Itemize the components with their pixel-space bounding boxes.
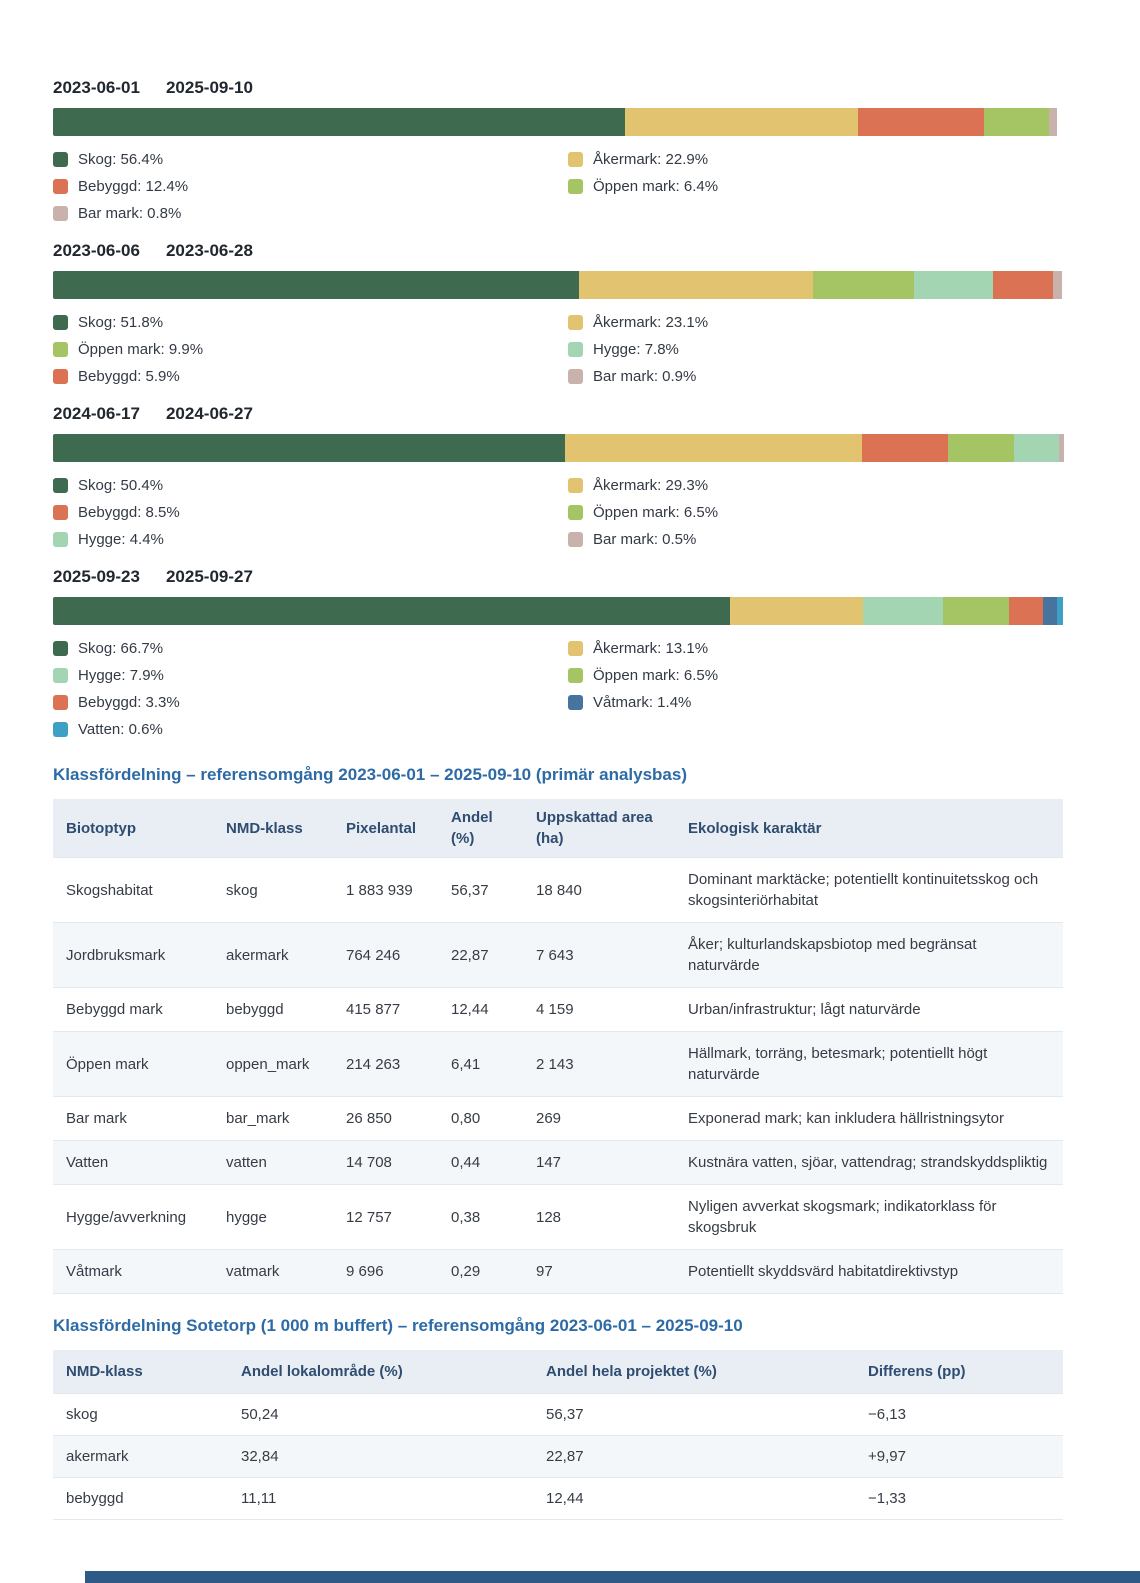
legend-item (53, 526, 568, 553)
legend-item (53, 363, 568, 390)
date-range-heading (53, 567, 1140, 587)
legend-label: Bar mark: 0.8% (78, 205, 182, 222)
bar-segment-bebyggd (1009, 597, 1042, 625)
date-start: 2023-06-01 (53, 78, 140, 97)
legend-swatch (53, 369, 68, 384)
legend-label: Öppen mark: 6.4% (593, 178, 719, 195)
legend-swatch (53, 478, 68, 493)
legend-label: Hygge: 7.9% (78, 667, 164, 684)
legend-swatch (53, 532, 68, 547)
table-cell: Vatten (53, 1141, 213, 1185)
bar-segment-oppen_mark (948, 434, 1014, 462)
bar-segment-bar_mark (1049, 108, 1057, 136)
legend-item (568, 499, 1140, 526)
legend-item (568, 146, 1140, 173)
legend-swatch (53, 668, 68, 683)
legend-label: Hygge: 4.4% (78, 531, 164, 548)
legend-item (53, 173, 568, 200)
date-start: 2024-06-17 (53, 404, 140, 423)
legend-label: Våtmark: 1.4% (593, 694, 692, 711)
table-cell: Bar mark (53, 1097, 213, 1141)
legend-label: Åkermark: 29.3% (593, 477, 709, 494)
period-section (53, 404, 1140, 553)
table-row (53, 1436, 1063, 1478)
table-row (53, 1250, 1063, 1294)
column-header: Differens (pp) (855, 1350, 1063, 1394)
table-cell: 214 263 (333, 1032, 438, 1097)
legend (53, 472, 1140, 553)
legend-label: Öppen mark: 6.5% (593, 667, 719, 684)
class-distribution-table (53, 799, 1063, 1294)
legend-label: Skog: 56.4% (78, 151, 164, 168)
bar-segment-akermark (625, 108, 857, 136)
bar-segment-skog (53, 434, 565, 462)
legend-label: Skog: 66.7% (78, 640, 164, 657)
bar-segment-akermark (730, 597, 863, 625)
legend-swatch (568, 342, 583, 357)
landcover-stacked-bar (53, 434, 1068, 462)
landcover-sections (53, 78, 1140, 743)
bar-segment-bar_mark (1059, 434, 1064, 462)
table-row (53, 988, 1063, 1032)
footer-bar (85, 1571, 1140, 1583)
bar-segment-skog (53, 108, 625, 136)
table-cell: 12 757 (333, 1185, 438, 1250)
table-cell: bebyggd (213, 988, 333, 1032)
table-cell: Nyligen avverkat skogsmark; indikatorklass för skogsbruk (675, 1185, 1063, 1250)
legend-item (53, 662, 568, 689)
legend-item (568, 173, 1140, 200)
bar-segment-bebyggd (993, 271, 1053, 299)
table-cell: Dominant marktäcke; potentiellt kontinuitetsskog och skogsinteriörhabitat (675, 858, 1063, 923)
bar-segment-skog (53, 597, 730, 625)
table-cell: 11,11 (228, 1478, 533, 1520)
bar-segment-vatten (1057, 597, 1063, 625)
column-header: Ekologisk karaktär (675, 799, 1063, 858)
legend-label: Bebyggd: 3.3% (78, 694, 180, 711)
table-cell: 22,87 (533, 1436, 855, 1478)
legend-label: Åkermark: 22.9% (593, 151, 709, 168)
table-cell: 7 643 (523, 923, 675, 988)
legend-label: Vatten: 0.6% (78, 721, 163, 738)
table-cell: 1 883 939 (333, 858, 438, 923)
legend-label: Åkermark: 13.1% (593, 640, 709, 657)
bar-segment-oppen_mark (984, 108, 1049, 136)
table-cell: 147 (523, 1141, 675, 1185)
table-cell: Potentiellt skyddsvärd habitatdirektivstyp (675, 1250, 1063, 1294)
bar-segment-akermark (565, 434, 862, 462)
column-header: Andel lokalområde (%) (228, 1350, 533, 1394)
legend-swatch (568, 179, 583, 194)
table-row (53, 923, 1063, 988)
legend-item (568, 635, 1140, 662)
table-cell: 0,29 (438, 1250, 523, 1294)
table-cell: 12,44 (533, 1478, 855, 1520)
table-cell: 269 (523, 1097, 675, 1141)
table-cell: Åker; kulturlandskapsbiotop med begränsat naturvärde (675, 923, 1063, 988)
date-range-heading (53, 78, 1140, 98)
table-cell: 56,37 (533, 1394, 855, 1436)
legend (53, 635, 1140, 743)
legend-label: Hygge: 7.8% (593, 341, 679, 358)
header-row (53, 1350, 1063, 1394)
legend-item (568, 309, 1140, 336)
table-cell: −1,33 (855, 1478, 1063, 1520)
table-row (53, 858, 1063, 923)
table-cell: skog (213, 858, 333, 923)
column-header: Biotoptyp (53, 799, 213, 858)
date-start: 2025-09-23 (53, 567, 140, 586)
period-section (53, 78, 1140, 227)
bar-segment-hygge (863, 597, 943, 625)
table-cell: 0,80 (438, 1097, 523, 1141)
legend-label: Bebyggd: 8.5% (78, 504, 180, 521)
table-cell: Skogshabitat (53, 858, 213, 923)
legend-item (53, 716, 568, 743)
table-cell: Urban/infrastruktur; lågt naturvärde (675, 988, 1063, 1032)
table-cell: 14 708 (333, 1141, 438, 1185)
legend-item (568, 472, 1140, 499)
date-range-heading (53, 404, 1140, 424)
bar-segment-oppen_mark (813, 271, 913, 299)
legend-label: Skog: 50.4% (78, 477, 164, 494)
table-cell: Bebyggd mark (53, 988, 213, 1032)
table-cell: akermark (213, 923, 333, 988)
bar-segment-skog (53, 271, 579, 299)
bar-segment-bar_mark (1053, 271, 1062, 299)
table-cell: 6,41 (438, 1032, 523, 1097)
legend-label: Bar mark: 0.5% (593, 531, 697, 548)
legend-swatch (568, 668, 583, 683)
legend-swatch (53, 641, 68, 656)
table-row (53, 1478, 1063, 1520)
bar-segment-akermark (579, 271, 813, 299)
table-cell: 4 159 (523, 988, 675, 1032)
legend-swatch (53, 152, 68, 167)
bar-segment-hygge (914, 271, 993, 299)
table-cell: vatmark (213, 1250, 333, 1294)
legend-item (53, 635, 568, 662)
legend-item (53, 472, 568, 499)
table1-title: Klassfördelning – referensomgång 2023-06-01 – 2025-09-10 (primär analysbas) (53, 765, 688, 784)
table-cell: Kustnära vatten, sjöar, vattendrag; strandskyddspliktig (675, 1141, 1063, 1185)
legend-item (53, 336, 568, 363)
column-header: NMD-klass (213, 799, 333, 858)
table-cell: 97 (523, 1250, 675, 1294)
legend-swatch (53, 206, 68, 221)
table-cell: vatten (213, 1141, 333, 1185)
column-header: Pixelantal (333, 799, 438, 858)
table-cell: akermark (53, 1436, 228, 1478)
legend-item (568, 363, 1140, 390)
table-cell: Våtmark (53, 1250, 213, 1294)
table-cell: oppen_mark (213, 1032, 333, 1097)
table2-title: Klassfördelning Sotetorp (1 000 m buffert) – referensomgång 2023-06-01 – 2025-09-10 (53, 1316, 743, 1335)
legend-item (53, 309, 568, 336)
legend-swatch (568, 478, 583, 493)
table-cell: bebyggd (53, 1478, 228, 1520)
table-cell: hygge (213, 1185, 333, 1250)
table-cell: 26 850 (333, 1097, 438, 1141)
legend-swatch (568, 505, 583, 520)
date-start: 2023-06-06 (53, 241, 140, 260)
table-cell: 50,24 (228, 1394, 533, 1436)
legend-swatch (53, 342, 68, 357)
table-cell: 2 143 (523, 1032, 675, 1097)
column-header: Uppskattad area (ha) (523, 799, 675, 858)
legend-swatch (53, 505, 68, 520)
legend-swatch (568, 695, 583, 710)
table-cell: 0,44 (438, 1141, 523, 1185)
legend-swatch (53, 722, 68, 737)
table-row (53, 1185, 1063, 1250)
bar-segment-hygge (1014, 434, 1059, 462)
table-cell: 22,87 (438, 923, 523, 988)
legend-label: Skog: 51.8% (78, 314, 164, 331)
legend-swatch (568, 369, 583, 384)
legend (53, 309, 1140, 390)
legend-item (53, 146, 568, 173)
legend-item (568, 526, 1140, 553)
legend-swatch (53, 179, 68, 194)
table-cell: Jordbruksmark (53, 923, 213, 988)
date-end: 2025-09-27 (165, 567, 253, 586)
landcover-stacked-bar (53, 271, 1068, 299)
date-range-heading (53, 241, 1140, 261)
period-section (53, 241, 1140, 390)
legend-label: Bebyggd: 12.4% (78, 178, 189, 195)
date-end: 2025-09-10 (165, 78, 253, 97)
date-end: 2023-06-28 (165, 241, 253, 260)
table-cell: Exponerad mark; kan inkludera hällristningsytor (675, 1097, 1063, 1141)
legend-label: Bebyggd: 5.9% (78, 368, 180, 385)
column-header: Andel (%) (438, 799, 523, 858)
table-cell: 32,84 (228, 1436, 533, 1478)
table-cell: 0,38 (438, 1185, 523, 1250)
legend-item (53, 689, 568, 716)
legend-label: Åkermark: 23.1% (593, 314, 709, 331)
legend (53, 146, 1140, 227)
table-row (53, 1141, 1063, 1185)
table-row (53, 1032, 1063, 1097)
table-cell: 764 246 (333, 923, 438, 988)
table-cell: 18 840 (523, 858, 675, 923)
table-row (53, 1394, 1063, 1436)
table-cell: −6,13 (855, 1394, 1063, 1436)
table-cell: bar_mark (213, 1097, 333, 1141)
table-cell: 9 696 (333, 1250, 438, 1294)
table-row (53, 1097, 1063, 1141)
bar-segment-bebyggd (862, 434, 948, 462)
landcover-stacked-bar (53, 108, 1068, 136)
table-cell: 12,44 (438, 988, 523, 1032)
legend-item (53, 200, 568, 227)
legend-swatch (568, 532, 583, 547)
legend-item (568, 662, 1140, 689)
legend-item (568, 336, 1140, 363)
legend-swatch (568, 641, 583, 656)
header-row (53, 799, 1063, 858)
landcover-stacked-bar (53, 597, 1068, 625)
legend-swatch (568, 152, 583, 167)
legend-label: Bar mark: 0.9% (593, 368, 697, 385)
bar-segment-bebyggd (858, 108, 984, 136)
legend-label: Öppen mark: 6.5% (593, 504, 719, 521)
bar-segment-vatmark (1043, 597, 1057, 625)
legend-item (568, 689, 1140, 716)
table-cell: 56,37 (438, 858, 523, 923)
legend-swatch (53, 315, 68, 330)
table-cell: Hällmark, torräng, betesmark; potentiellt högt naturvärde (675, 1032, 1063, 1097)
table-cell: +9,97 (855, 1436, 1063, 1478)
table-cell: Öppen mark (53, 1032, 213, 1097)
table-cell: 128 (523, 1185, 675, 1250)
period-section (53, 567, 1140, 743)
date-end: 2024-06-27 (165, 404, 253, 423)
table-cell: skog (53, 1394, 228, 1436)
column-header: NMD-klass (53, 1350, 228, 1394)
legend-item (53, 499, 568, 526)
legend-swatch (53, 695, 68, 710)
table-cell: Hygge/avverkning (53, 1185, 213, 1250)
legend-swatch (568, 315, 583, 330)
buffer-comparison-table (53, 1350, 1063, 1520)
bar-segment-oppen_mark (943, 597, 1009, 625)
legend-label: Öppen mark: 9.9% (78, 341, 204, 358)
table-cell: 415 877 (333, 988, 438, 1032)
column-header: Andel hela projektet (%) (533, 1350, 855, 1394)
